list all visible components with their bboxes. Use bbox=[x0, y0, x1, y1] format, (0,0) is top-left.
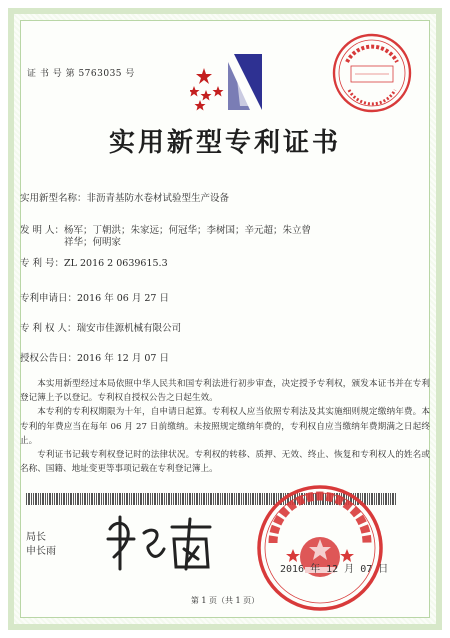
director-title: 局长 bbox=[26, 532, 46, 543]
field-label: 专利申请日： bbox=[20, 293, 78, 304]
inventor-names: 杨军；丁朝洪；朱家远；何冠华；李树国；辛元超；朱立曾祥华；何明家 bbox=[64, 225, 312, 248]
field-label: 授权公告日： bbox=[20, 353, 78, 364]
patent-number: ZL 2016 2 0639615.3 bbox=[64, 258, 168, 269]
filing-date-row bbox=[20, 293, 169, 305]
page-indicator: 第 1 页（共 1 页） bbox=[190, 596, 260, 605]
director-name: 申长雨 bbox=[26, 546, 56, 557]
grant-date-row bbox=[20, 353, 169, 365]
seal-stamp-icon bbox=[331, 32, 413, 114]
utility-model-name-row bbox=[20, 193, 229, 205]
cnipa-emblem-icon bbox=[190, 48, 268, 114]
official-red-stamp-icon bbox=[255, 483, 385, 613]
director-block bbox=[26, 531, 56, 559]
field-label: 发 明 人： bbox=[20, 225, 65, 236]
inventor-row bbox=[20, 225, 330, 249]
statement-paragraph: 本实用新型经过本局依照中华人民共和国专利法进行初步审查，决定授予专利权，颁发本证书并在专利登记簿上予以登记。专利权自授权公告之日起生效。 bbox=[20, 379, 430, 404]
handwritten-signature bbox=[100, 509, 220, 579]
certificate-number: 证 书 号 第 5763035 号 bbox=[27, 69, 135, 79]
patentee-name: 瑞安市佳源机械有限公司 bbox=[76, 323, 182, 334]
patentee-row bbox=[20, 323, 181, 335]
filing-date: 2016 年 06 月 27 日 bbox=[77, 293, 169, 304]
field-label: 专 利 号： bbox=[20, 258, 65, 269]
utility-model-name: 非沥青基防水卷材试验型生产设备 bbox=[86, 193, 230, 204]
statement-paragraph: 专利证书记载专利权登记时的法律状况。专利权的转移、质押、无效、终止、恢复和专利权人的姓名或名称、国籍、地址变更等事项记载在专利登记簿上。 bbox=[20, 450, 430, 475]
stamp-date: 2016 年 12 月 07 日 bbox=[280, 564, 389, 575]
certificate-statement bbox=[20, 377, 430, 476]
patent-number-row bbox=[20, 258, 168, 270]
certificate-title: 实用新型专利证书 bbox=[108, 128, 341, 158]
field-label: 实用新型名称： bbox=[20, 193, 87, 204]
field-label: 专 利 权 人： bbox=[20, 323, 77, 334]
statement-paragraph: 本专利的专利权期限为十年，自申请日起算。专利权人应当依照专利法及其实施细则规定缴纳年费。本专利的年费应当在每年 06 月 27 日前缴纳。未按照规定缴纳年费的，专利权自应当缴纳年费期满之日起终止。 bbox=[20, 407, 430, 446]
grant-date: 2016 年 12 月 07 日 bbox=[77, 353, 169, 364]
